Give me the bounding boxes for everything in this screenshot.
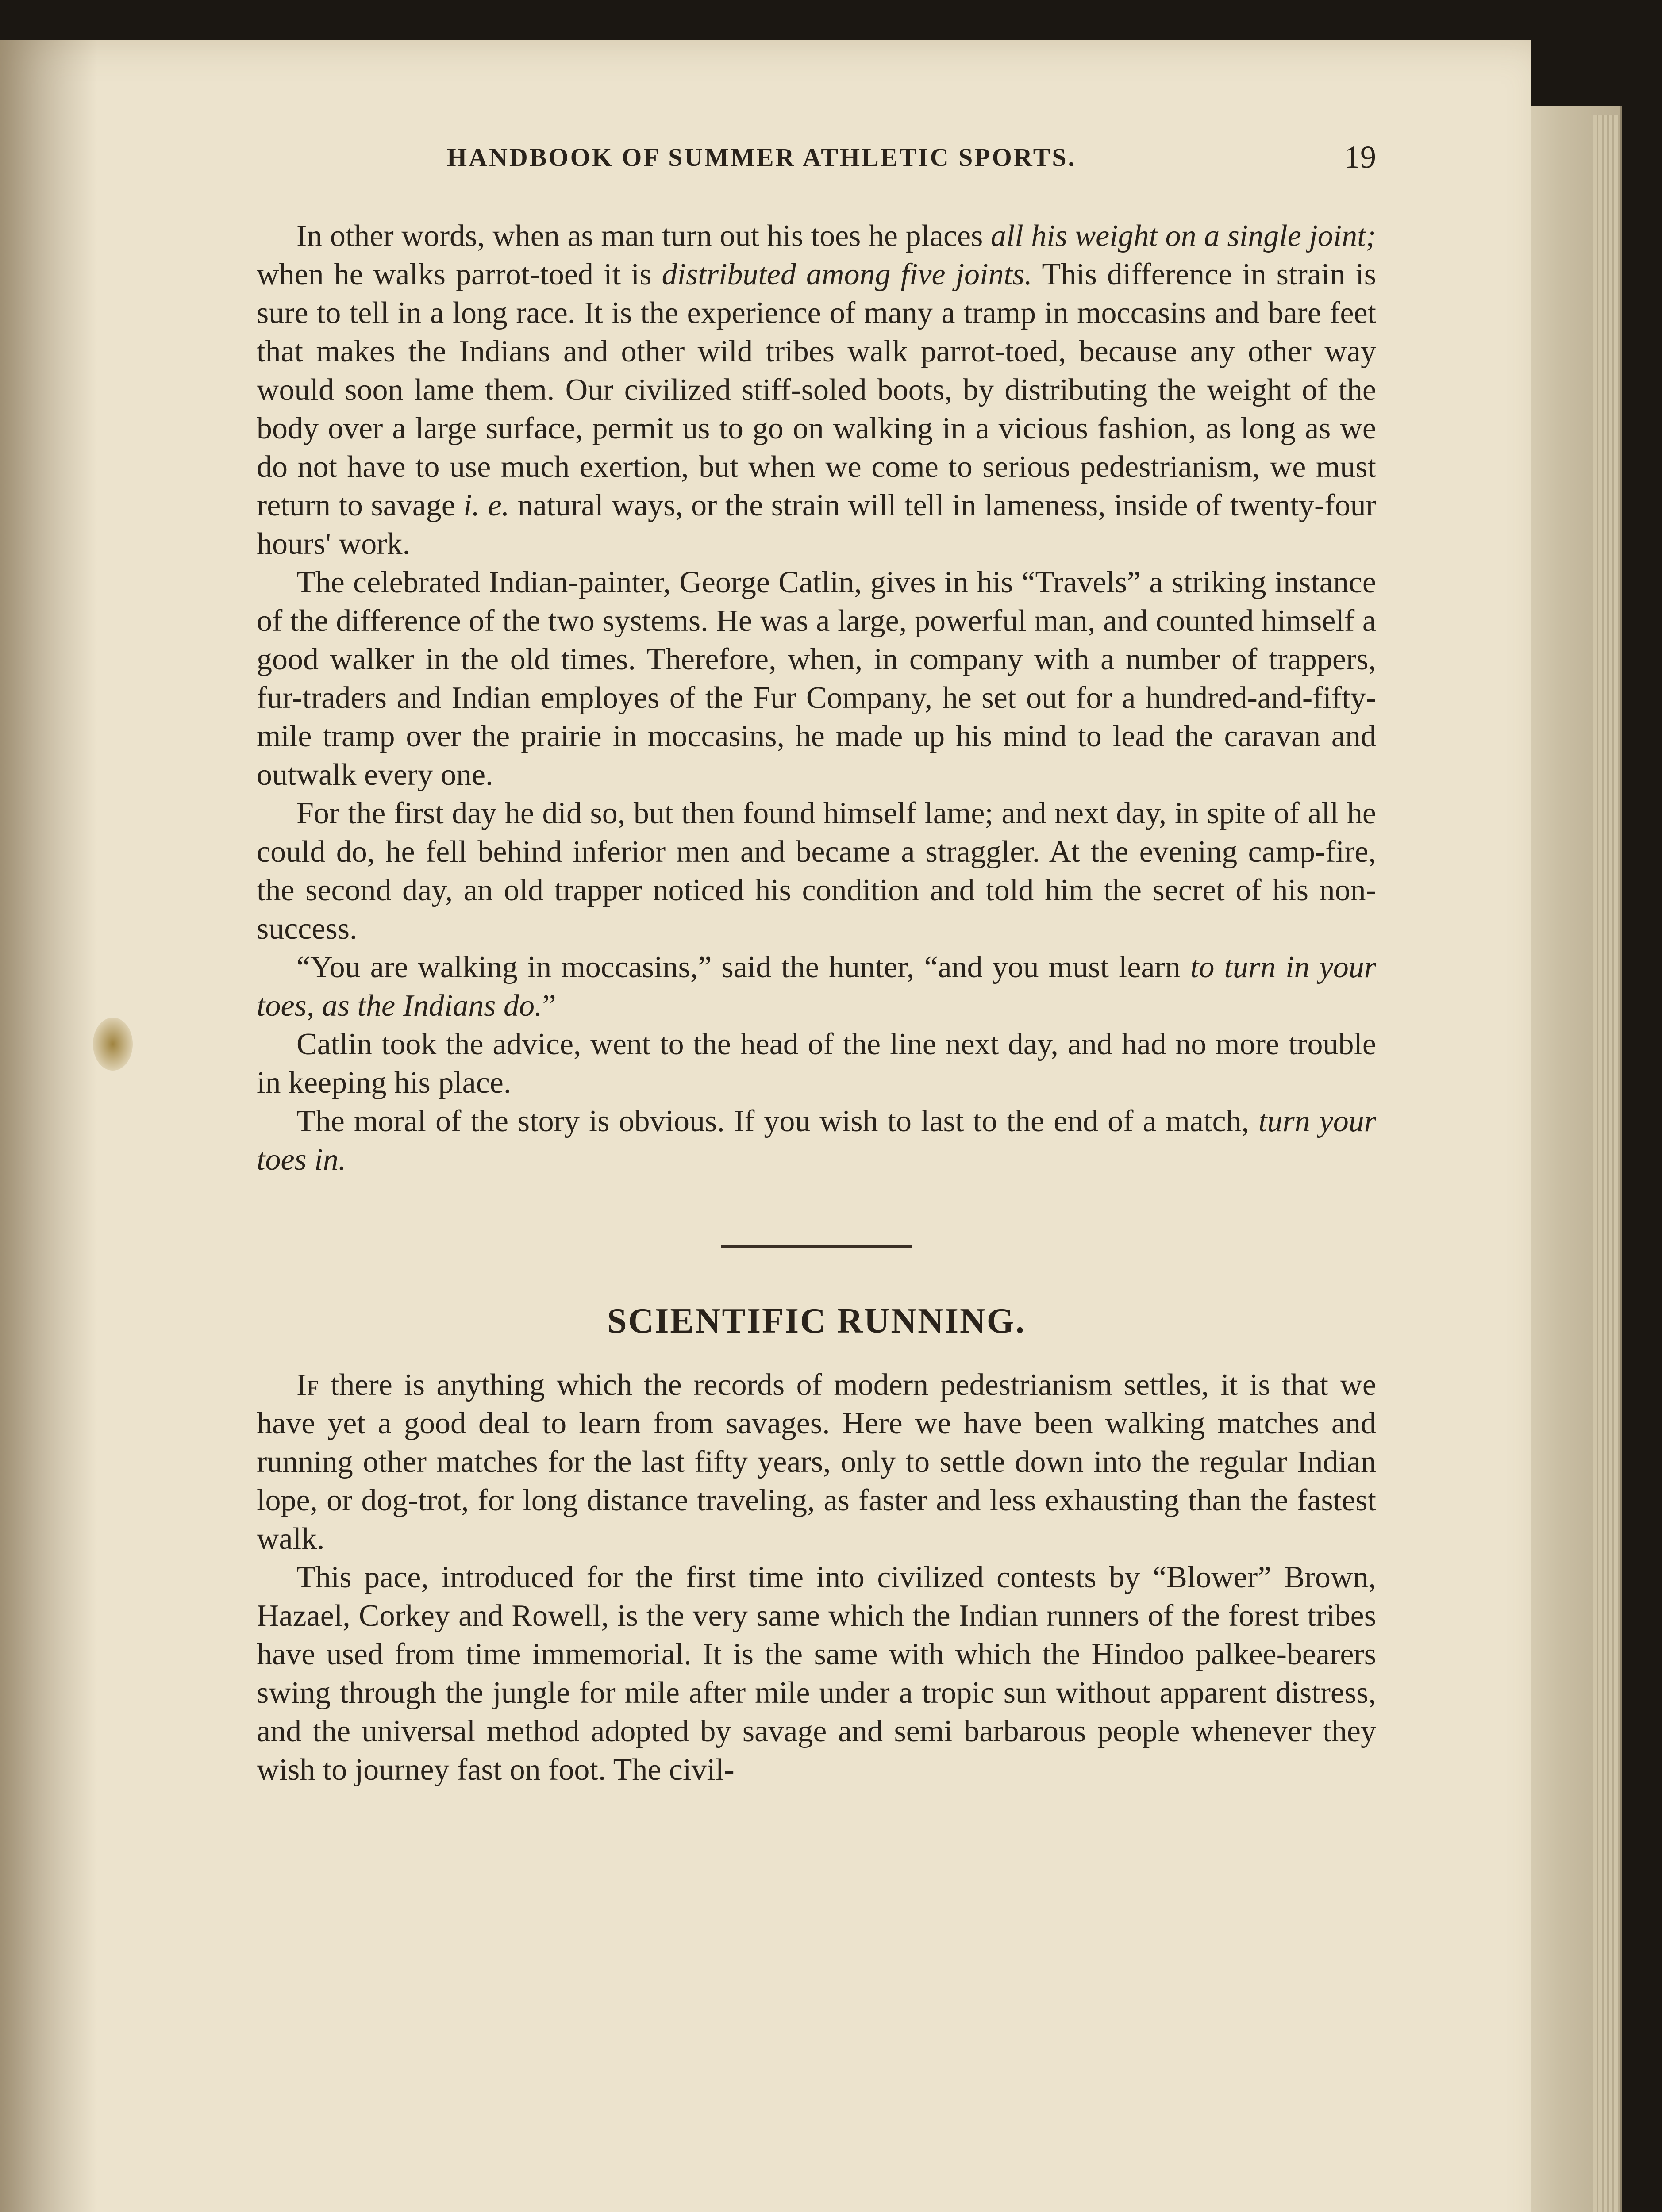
paragraph-8: This pace, introduced for the first time into civilized contests by “Blower” Brown, Hazael, Corkey and Rowell, is the very same which the Indian runners of the forest tribes have used from time immemorial. It is the same with which the Hindoo palkee-bearers swing through the jungle for mile after mile under a tropic sun without apparent distress, and the universal method adopted by savage and semi barbarous people whenever they wish to journey fast on foot. The civil-	[257, 1560, 1376, 1787]
paragraph-6	[257, 1102, 1376, 1179]
p1-text-e: This difference in strain is sure to tell in a long race. It is the experience of many a tramp in moccasins and bare feet that makes the Indians and other wild tribes walk parrot-toed, because any other way would soon lame them. Our civilized stiff-soled boots, by distributing the weight of the body over a large surface, permit us to go on walking in a vicious fashion, as long as we do not have to use much exertion, but when we come to serious pedestrianism, we must return to savage	[257, 257, 1376, 522]
spine-shadow	[0, 40, 97, 2212]
p1-text-c: when he walks parrot-toed it is	[257, 257, 662, 292]
page-stack-lines	[1593, 115, 1620, 2212]
paper-stain	[93, 1018, 133, 1071]
p6-text-a: The moral of the story is obvious. If you wish to last to the end of a match,	[296, 1104, 1259, 1138]
p4-text-a: “You are walking in moccasins,” said the hunter, “and you must learn	[296, 950, 1190, 984]
paragraph-4	[257, 948, 1376, 1025]
paragraph-3: For the first day he did so, but then found himself lame; and next day, in spite of all he could do, he fell behind inferior men and became a straggler. At the evening camp-fire, the second day, an old trapper noticed his condition and told him the secret of his non-success.	[257, 796, 1376, 946]
paragraph-5: Catlin took the advice, went to the head of the line next day, and had no more trouble in keeping his place.	[257, 1027, 1376, 1100]
paragraph-7	[257, 1366, 1376, 1558]
text-column	[257, 217, 1376, 1789]
p1-text-a: In other words, when as man turn out his toes he places	[296, 219, 991, 253]
p6-italic-b: turn your toes in.	[257, 1104, 1377, 1177]
p4-text-c: ”	[542, 989, 556, 1023]
p1-italic-d: distributed among five joints.	[662, 257, 1032, 292]
p1-italic-f: i. e.	[463, 488, 510, 522]
p7-lead-word: If	[296, 1368, 319, 1402]
p1-italic-b: all his weight on a single joint;	[990, 219, 1376, 253]
running-head: HANDBOOK OF SUMMER ATHLETIC SPORTS.	[447, 143, 1077, 172]
section-title: SCIENTIFIC RUNNING.	[607, 1302, 1026, 1340]
p4-italic-b: to turn in your toes, as the Indians do.	[257, 950, 1376, 1023]
paragraph-2: The celebrated Indian-painter, George Catlin, gives in his “Travels” a striking instance of the difference of the two systems. He was a large, powerful man, and counted himself a good walker in the old times. Therefore, when, in company with a number of trappers, fur-traders and Indian employes of the Fur Company, he set out for a hundred-and-fifty-mile tramp over the prairie in moccasins, he made up his mind to lead the caravan and outwalk every one.	[257, 565, 1376, 792]
paragraph-1	[257, 217, 1376, 563]
p7-text: there is anything which the records of modern pedestrianism settles, it is that we have yet a good deal to learn from savages. Here we have been walking matches and running other matches for the last fifty years, only to settle down into the regular Indian lope, or dog-trot, for long distance traveling, as faster and less exhausting than the fastest walk.	[257, 1368, 1376, 1556]
page-number: 19	[1344, 139, 1376, 175]
p1-text-g: natural ways, or the strain will tell in lameness, inside of twenty-four hours' work.	[257, 488, 1376, 561]
section-divider	[721, 1245, 912, 1248]
page-header	[257, 133, 1376, 177]
